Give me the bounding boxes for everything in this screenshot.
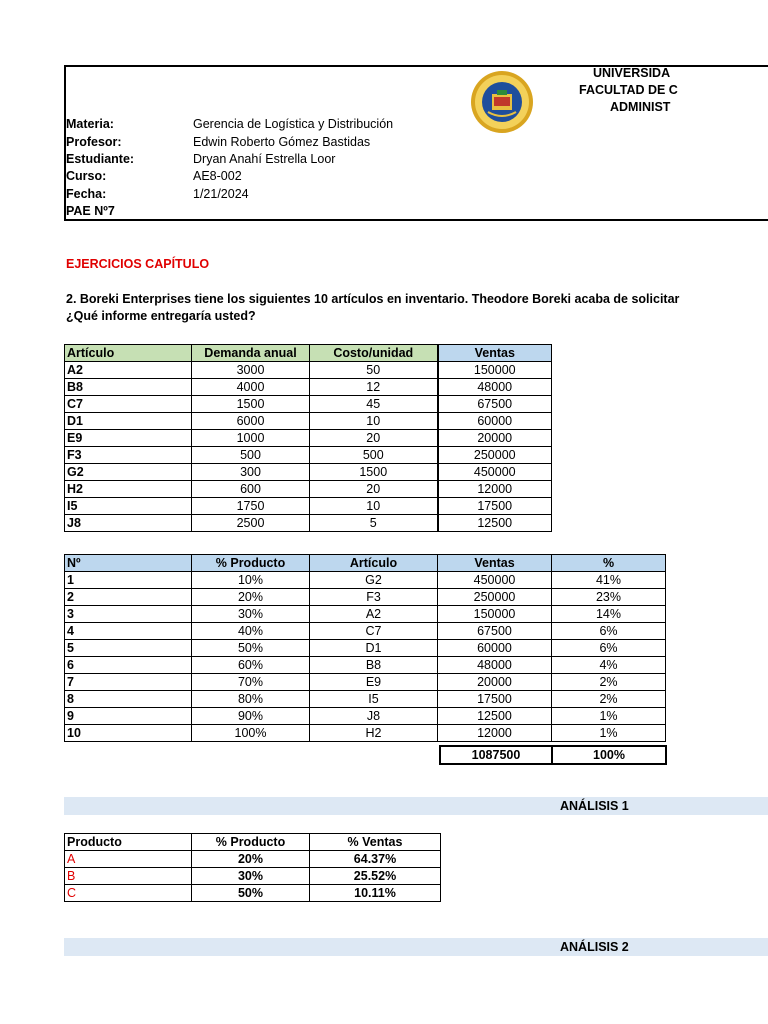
cell: I5 bbox=[65, 498, 192, 515]
table-row bbox=[65, 589, 666, 606]
table-header-row bbox=[65, 345, 552, 362]
cell: J8 bbox=[310, 708, 438, 725]
cell: 100% bbox=[192, 725, 310, 742]
column-header: % bbox=[552, 555, 666, 572]
analysis-1-label: ANÁLISIS 1 bbox=[560, 799, 629, 813]
table-row bbox=[65, 691, 666, 708]
analysis-1-band bbox=[64, 797, 768, 815]
cell: 4% bbox=[552, 657, 666, 674]
cell: E9 bbox=[310, 674, 438, 691]
cell: C7 bbox=[65, 396, 192, 413]
column-header: Artículo bbox=[310, 555, 438, 572]
cell: 17500 bbox=[438, 691, 552, 708]
cell: 50% bbox=[192, 885, 310, 902]
table-row bbox=[65, 572, 666, 589]
analysis-2-band bbox=[64, 938, 768, 956]
cell: 10% bbox=[192, 572, 310, 589]
cell: A2 bbox=[65, 362, 192, 379]
cell: 90% bbox=[192, 708, 310, 725]
table-row bbox=[65, 851, 441, 868]
table-header-row bbox=[65, 834, 441, 851]
cell: B8 bbox=[65, 379, 192, 396]
table-row bbox=[65, 413, 552, 430]
inventory-table bbox=[64, 344, 552, 532]
cell: 6% bbox=[552, 640, 666, 657]
cell: 150000 bbox=[438, 362, 552, 379]
cell: 70% bbox=[192, 674, 310, 691]
cell: 250000 bbox=[438, 447, 552, 464]
university-line-3: ADMINIST bbox=[610, 100, 671, 114]
cell: 64.37% bbox=[310, 851, 441, 868]
table-row bbox=[65, 430, 552, 447]
column-header: Ventas bbox=[438, 345, 552, 362]
cell: 25.52% bbox=[310, 868, 441, 885]
ranking-table bbox=[64, 554, 666, 742]
cell: E9 bbox=[65, 430, 192, 447]
field-value: 1/21/2024 bbox=[193, 187, 249, 201]
cell: 450000 bbox=[438, 572, 552, 589]
cell: 30% bbox=[192, 606, 310, 623]
table-row bbox=[65, 623, 666, 640]
cell: 5 bbox=[65, 640, 192, 657]
cell: 10.11% bbox=[310, 885, 441, 902]
cell: A bbox=[65, 851, 192, 868]
cell: 20 bbox=[310, 430, 438, 447]
table-row bbox=[65, 708, 666, 725]
column-header: Demanda anual bbox=[192, 345, 310, 362]
cell: 2 bbox=[65, 589, 192, 606]
cell: C7 bbox=[310, 623, 438, 640]
column-header: Costo/unidad bbox=[310, 345, 438, 362]
column-header: Artículo bbox=[65, 345, 192, 362]
cell: 23% bbox=[552, 589, 666, 606]
cell: 20000 bbox=[438, 430, 552, 447]
cell: 60% bbox=[192, 657, 310, 674]
university-seal bbox=[470, 70, 534, 134]
column-header: % Producto bbox=[192, 555, 310, 572]
table-row bbox=[65, 674, 666, 691]
cell: 12500 bbox=[438, 515, 552, 532]
field-value: AE8-002 bbox=[193, 169, 242, 183]
cell: 10 bbox=[310, 498, 438, 515]
table-row bbox=[65, 362, 552, 379]
table-header-row bbox=[65, 555, 666, 572]
cell: 67500 bbox=[438, 623, 552, 640]
field-label: PAE Nº7 bbox=[66, 204, 115, 218]
cell: D1 bbox=[65, 413, 192, 430]
cell: 20000 bbox=[438, 674, 552, 691]
cell: 600 bbox=[192, 481, 310, 498]
cell: 50 bbox=[310, 362, 438, 379]
field-value: Dryan Anahí Estrella Loor bbox=[193, 152, 336, 166]
cell: 2% bbox=[552, 674, 666, 691]
cell: 48000 bbox=[438, 657, 552, 674]
total-ventas: 1087500 bbox=[440, 746, 552, 764]
cell: 1500 bbox=[192, 396, 310, 413]
table-row bbox=[65, 606, 666, 623]
field-label: Profesor: bbox=[66, 135, 122, 149]
cell: 4000 bbox=[192, 379, 310, 396]
cell: 150000 bbox=[438, 606, 552, 623]
cell: 30% bbox=[192, 868, 310, 885]
cell: 12 bbox=[310, 379, 438, 396]
exercise-line-1: 2. Boreki Enterprises tiene los siguientes 10 artículos en inventario. Theodore Boreki acaba de solicitar bbox=[66, 292, 680, 306]
cell: I5 bbox=[310, 691, 438, 708]
cell: G2 bbox=[65, 464, 192, 481]
table-row bbox=[65, 379, 552, 396]
cell: 4 bbox=[65, 623, 192, 640]
field-value: Edwin Roberto Gómez Bastidas bbox=[193, 135, 371, 149]
totals-row bbox=[440, 746, 666, 764]
cell: 1000 bbox=[192, 430, 310, 447]
table-row bbox=[65, 725, 666, 742]
cell: 3000 bbox=[192, 362, 310, 379]
cell: 2% bbox=[552, 691, 666, 708]
table-row bbox=[65, 885, 441, 902]
cell: 10 bbox=[65, 725, 192, 742]
field-value: Gerencia de Logística y Distribución bbox=[193, 117, 394, 131]
cell: 7 bbox=[65, 674, 192, 691]
table-row bbox=[65, 515, 552, 532]
column-header: Producto bbox=[65, 834, 192, 851]
column-header: Nº bbox=[65, 555, 192, 572]
table-row bbox=[65, 640, 666, 657]
table-row bbox=[65, 396, 552, 413]
cell: 300 bbox=[192, 464, 310, 481]
cell: 1500 bbox=[310, 464, 438, 481]
cell: G2 bbox=[310, 572, 438, 589]
cell: 20 bbox=[310, 481, 438, 498]
cell: 50% bbox=[192, 640, 310, 657]
cell: 10 bbox=[310, 413, 438, 430]
cell: 3 bbox=[65, 606, 192, 623]
cell: 12000 bbox=[438, 481, 552, 498]
section-title: EJERCICIOS CAPÍTULO bbox=[66, 257, 210, 271]
cell: 500 bbox=[192, 447, 310, 464]
cell: 6000 bbox=[192, 413, 310, 430]
university-line-1: UNIVERSIDA bbox=[593, 66, 671, 80]
cell: 6 bbox=[65, 657, 192, 674]
cell: B bbox=[65, 868, 192, 885]
cell: 1% bbox=[552, 708, 666, 725]
table-row bbox=[65, 481, 552, 498]
cell: C bbox=[65, 885, 192, 902]
column-header: % Producto bbox=[192, 834, 310, 851]
cell: 1 bbox=[65, 572, 192, 589]
cell: J8 bbox=[65, 515, 192, 532]
cell: 45 bbox=[310, 396, 438, 413]
cell: 60000 bbox=[438, 640, 552, 657]
analysis-2-label: ANÁLISIS 2 bbox=[560, 940, 629, 954]
cell: 2500 bbox=[192, 515, 310, 532]
field-label: Fecha: bbox=[66, 187, 107, 201]
cell: 41% bbox=[552, 572, 666, 589]
cell: 500 bbox=[310, 447, 438, 464]
cell: 20% bbox=[192, 851, 310, 868]
cell: 8 bbox=[65, 691, 192, 708]
cell: 20% bbox=[192, 589, 310, 606]
cell: H2 bbox=[310, 725, 438, 742]
totals-table bbox=[439, 745, 667, 765]
total-percent: 100% bbox=[552, 746, 666, 764]
cell: 14% bbox=[552, 606, 666, 623]
cell: 17500 bbox=[438, 498, 552, 515]
cell: 67500 bbox=[438, 396, 552, 413]
cell: F3 bbox=[65, 447, 192, 464]
table-row bbox=[65, 447, 552, 464]
cell: H2 bbox=[65, 481, 192, 498]
cell: 80% bbox=[192, 691, 310, 708]
field-label: Materia: bbox=[66, 117, 114, 131]
abc-table bbox=[64, 833, 441, 902]
cell: D1 bbox=[310, 640, 438, 657]
cell: A2 bbox=[310, 606, 438, 623]
cell: 6% bbox=[552, 623, 666, 640]
column-header: Ventas bbox=[438, 555, 552, 572]
field-label: Estudiante: bbox=[66, 152, 135, 166]
cell: 1750 bbox=[192, 498, 310, 515]
table-row bbox=[65, 657, 666, 674]
cell: 250000 bbox=[438, 589, 552, 606]
cell: 9 bbox=[65, 708, 192, 725]
table-row bbox=[65, 868, 441, 885]
cell: 1% bbox=[552, 725, 666, 742]
cell: F3 bbox=[310, 589, 438, 606]
university-line-2: FACULTAD DE C bbox=[579, 83, 678, 97]
cell: 5 bbox=[310, 515, 438, 532]
table-row bbox=[65, 464, 552, 481]
seal-icon bbox=[470, 70, 534, 134]
cell: 12500 bbox=[438, 708, 552, 725]
cell: 60000 bbox=[438, 413, 552, 430]
exercise-line-2: ¿Qué informe entregaría usted? bbox=[66, 309, 256, 323]
field-label: Curso: bbox=[66, 169, 107, 183]
cell: 450000 bbox=[438, 464, 552, 481]
table-row bbox=[65, 498, 552, 515]
column-header: % Ventas bbox=[310, 834, 441, 851]
cell: B8 bbox=[310, 657, 438, 674]
cell: 48000 bbox=[438, 379, 552, 396]
cell: 40% bbox=[192, 623, 310, 640]
cell: 12000 bbox=[438, 725, 552, 742]
